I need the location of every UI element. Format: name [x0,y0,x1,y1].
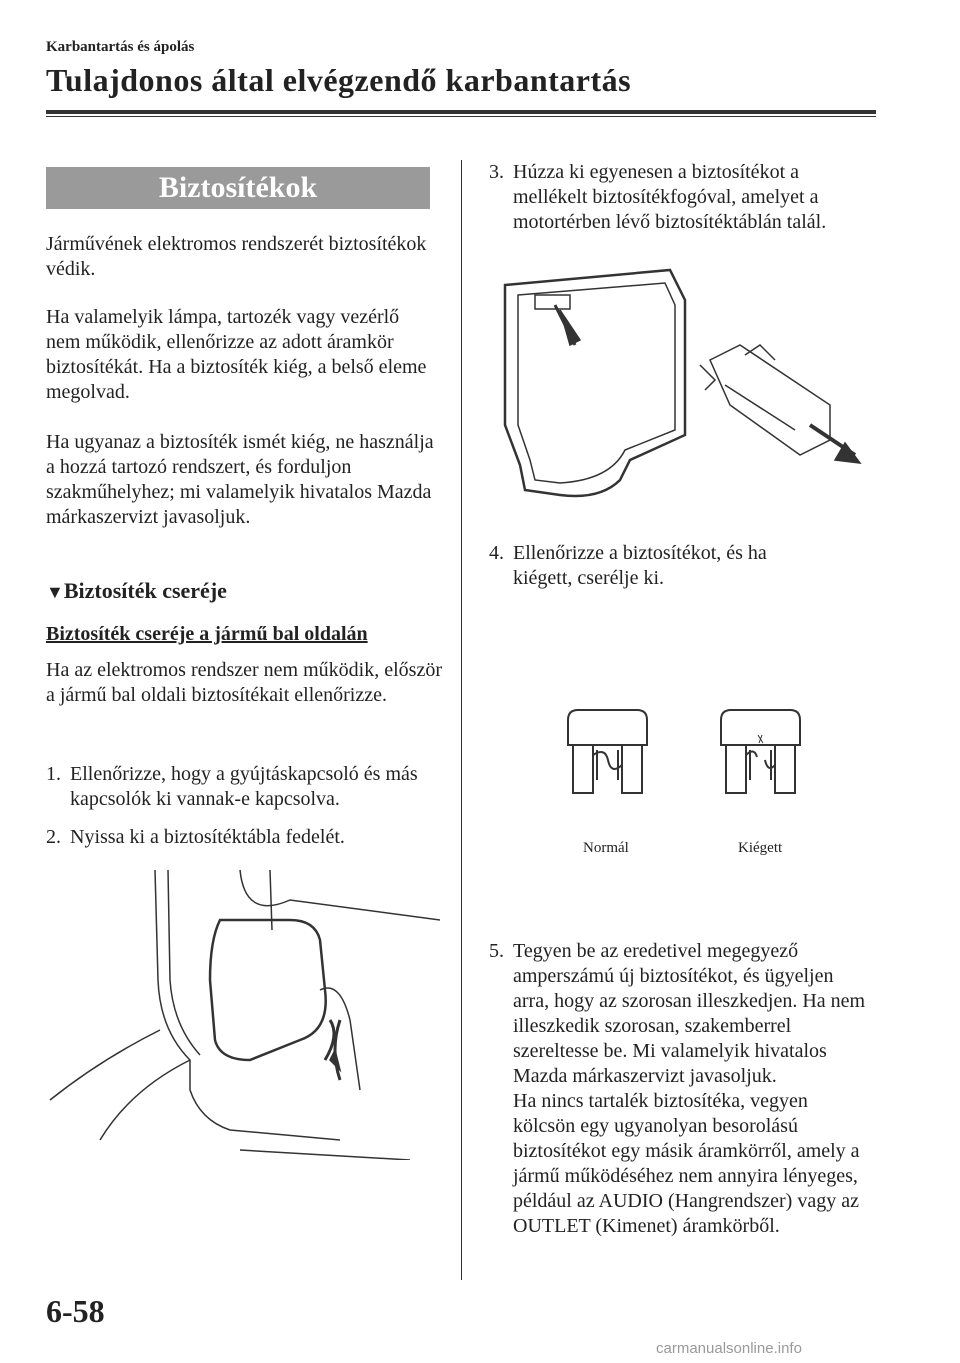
step-text: Nyissa ki a biztosítéktábla fedelét. [70,826,345,848]
page-number: 6-58 [46,1293,105,1329]
page-title: Tulajdonos által elvégzendő karbantartás [46,62,632,98]
step-number: 4. [489,542,504,564]
repeat-blow-paragraph: Ha ugyanaz a biztosíték ismét kiég, ne használja a hozzá tartozó rendszert, és forduljon szakműhelyhez; mi valamelyik hivatalos Mazda márkaszervizt javasoljuk. [46,431,434,528]
step-text: Tegyen be az eredetivel megegyező amperszámú új biztosítékot, és ügyeljen arra, hogy az szorosan illeszkedjen. Ha nem illeszkedik szorosan, szakemberrel szereltesse be. Mi valamelyik hivatalos Mazda márkaszervizt javasoljuk. Ha nincs tartalék biztosítéka, vegyen kölcsön egy ugyanolyan besorolású biztosítékot egy másik áramkörről, amely a jármű működéséhez nem annyira lényeges, például az AUDIO (Hangrendszer) vagy az OUTLET (Kimenet) áramkörből. [513,940,866,1237]
blown-fuse-icon [718,705,803,800]
lamp-paragraph: Ha valamelyik lámpa, tartozék vagy vezérlő nem működik, ellenőrizze az adott áramkör biztosítékát. Ha a biztosíték kiég, a belső eleme megolvad. [46,306,427,403]
watermark: carmanualsonline.info [656,1340,802,1357]
triangle-marker-icon: ▼ [46,582,64,602]
title-rule-thin [46,116,876,117]
step-text: Ellenőrizze, hogy a gyújtáskapcsoló és más kapcsolók ki vannak-e kapcsolva. [70,763,418,810]
subheading [46,578,227,604]
title-rule [46,110,876,114]
subheading-text: Biztosíték cseréje [63,578,227,603]
fuse-cover-illustration [40,860,440,1160]
column-divider [461,160,462,1280]
step-text: Ellenőrizze a biztosítékot, és ha kiégett, cserélje ki. [513,542,767,589]
sub-subheading: Biztosíték cseréje a jármű bal oldalán [46,623,368,645]
caption-blown: Kiégett [738,840,783,856]
left-side-paragraph: Ha az elektromos rendszer nem működik, először a jármű bal oldali biztosítékait ellenőrizze. [46,659,442,706]
intro-paragraph: Járművének elektromos rendszerét biztosítékok védik. [46,233,427,280]
step-number: 2. [46,826,61,848]
caption-normal: Normál [583,840,629,856]
normal-fuse-icon [565,705,650,800]
step-text: Húzza ki egyenesen a biztosítékot a mellékelt biztosítékfogóval, amelyet a motortérben lévő biztosítéktáblán talál. [513,161,827,233]
step-number: 3. [489,161,504,183]
fuse-puller-illustration [500,265,875,505]
step-number: 5. [489,940,504,962]
section-banner: Biztosítékok [46,167,430,209]
step-number: 1. [46,763,61,785]
section-label: Karbantartás és ápolás [46,39,195,55]
